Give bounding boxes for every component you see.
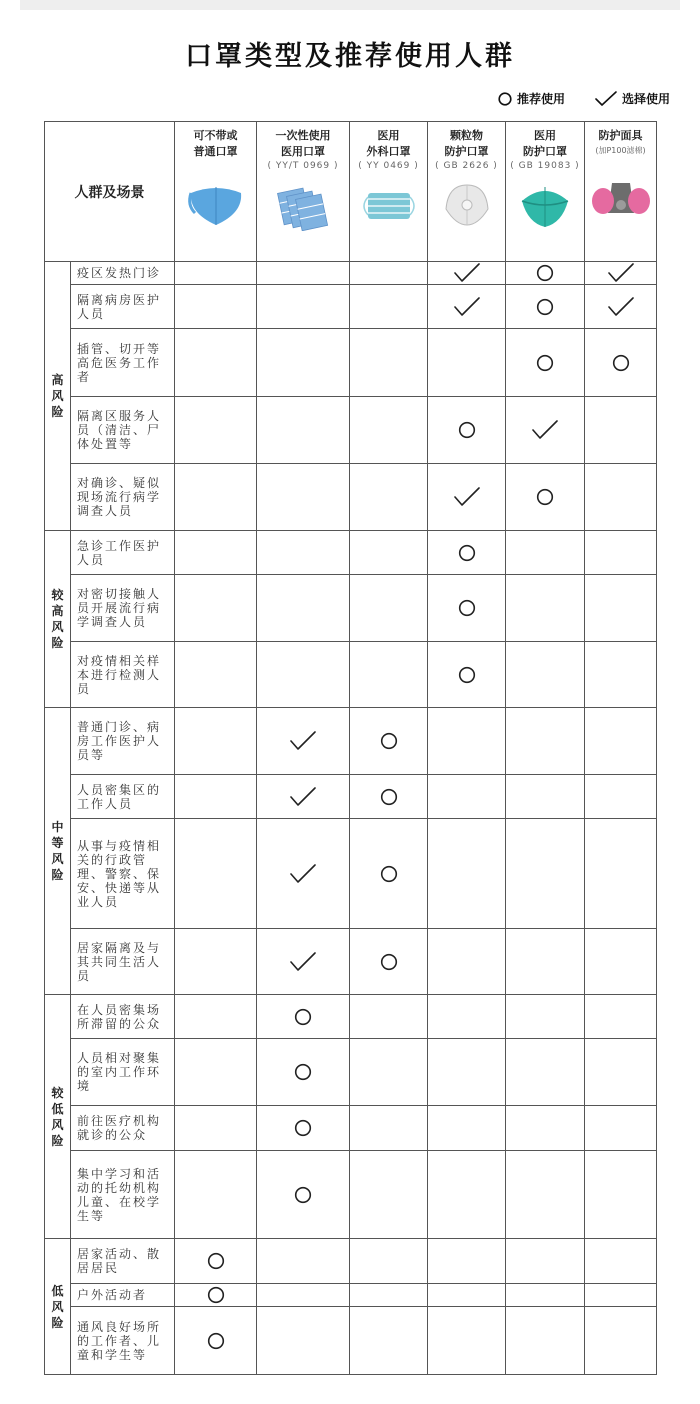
risk-level bbox=[45, 995, 71, 1239]
mark-cell bbox=[257, 1284, 350, 1307]
mark-cell bbox=[175, 819, 257, 929]
mark-cell bbox=[428, 775, 506, 819]
mark-cell bbox=[506, 531, 585, 575]
mark-cell bbox=[428, 708, 506, 775]
mark-cell bbox=[350, 285, 428, 329]
scene-label: 人员密集区的工作人员 bbox=[71, 775, 175, 819]
mark-cell bbox=[350, 329, 428, 397]
mark-cell bbox=[175, 1239, 257, 1284]
column-header bbox=[428, 122, 506, 262]
mark-cell bbox=[350, 1239, 428, 1284]
check-icon bbox=[454, 297, 480, 317]
mask-name-line: 可不带或 bbox=[193, 129, 238, 142]
mask-name-line: 颗粒物 bbox=[450, 129, 483, 142]
scene-label: 急诊工作医护人员 bbox=[71, 531, 175, 575]
mark-cell bbox=[350, 531, 428, 575]
mask-image bbox=[585, 173, 656, 229]
table-row bbox=[45, 1106, 657, 1151]
legend-recommended bbox=[498, 90, 565, 107]
scene-label: 隔离区服务人员（清洁、尸体处置等 bbox=[71, 397, 175, 464]
mark-cell bbox=[257, 329, 350, 397]
mark-cell bbox=[350, 1151, 428, 1239]
scene-label: 居家活动、散居居民 bbox=[71, 1239, 175, 1284]
mark-cell bbox=[350, 397, 428, 464]
table-row bbox=[45, 262, 657, 285]
legend bbox=[468, 90, 670, 107]
circle-icon bbox=[536, 488, 554, 506]
mark-cell bbox=[257, 397, 350, 464]
mark-cell bbox=[428, 531, 506, 575]
table-row bbox=[45, 1039, 657, 1106]
risk-level-label: 高风险 bbox=[51, 373, 64, 419]
surgical-mask-icon bbox=[358, 179, 420, 231]
mark-cell bbox=[428, 1106, 506, 1151]
mask-name-line: 医用 bbox=[377, 129, 400, 142]
mask-image bbox=[175, 179, 256, 235]
mark-cell bbox=[585, 1239, 657, 1284]
mark-cell bbox=[428, 642, 506, 708]
mask-standard: ( GB 19083 ) bbox=[510, 161, 580, 171]
risk-level bbox=[45, 262, 71, 531]
mark-cell bbox=[506, 1151, 585, 1239]
table-row bbox=[45, 464, 657, 531]
mark-cell bbox=[257, 1039, 350, 1106]
mark-cell bbox=[350, 708, 428, 775]
mark-cell bbox=[175, 464, 257, 531]
column-header bbox=[585, 122, 657, 262]
mark-cell bbox=[175, 575, 257, 642]
risk-level bbox=[45, 531, 71, 708]
mark-cell bbox=[350, 464, 428, 531]
check-icon bbox=[595, 91, 617, 107]
table-row bbox=[45, 1307, 657, 1375]
mask-standard: ( YY/T 0969 ) bbox=[267, 161, 339, 171]
mark-cell bbox=[257, 1151, 350, 1239]
mark-cell bbox=[350, 1307, 428, 1375]
risk-level bbox=[45, 1239, 71, 1375]
table-row bbox=[45, 1284, 657, 1307]
mask-name-line: 一次性使用 bbox=[275, 129, 331, 142]
page-title: 口罩类型及推荐使用人群 bbox=[185, 41, 515, 72]
mark-cell bbox=[585, 642, 657, 708]
mark-cell bbox=[506, 329, 585, 397]
mark-cell bbox=[585, 775, 657, 819]
mark-cell bbox=[428, 1039, 506, 1106]
mark-cell bbox=[350, 1039, 428, 1106]
mark-cell bbox=[257, 995, 350, 1039]
circle-icon bbox=[207, 1332, 225, 1350]
risk-level-label: 中等风险 bbox=[51, 820, 64, 882]
mark-cell bbox=[428, 1151, 506, 1239]
column-header bbox=[506, 122, 585, 262]
mark-cell bbox=[257, 642, 350, 708]
mark-cell bbox=[585, 1039, 657, 1106]
mask-standard: ( GB 2626 ) bbox=[435, 161, 498, 171]
scene-label: 对确诊、疑似现场流行病学调查人员 bbox=[71, 464, 175, 531]
circle-icon bbox=[612, 354, 630, 372]
mark-cell bbox=[585, 929, 657, 995]
mark-cell bbox=[585, 464, 657, 531]
mark-cell bbox=[350, 262, 428, 285]
check-icon bbox=[454, 263, 480, 283]
risk-level bbox=[45, 708, 71, 995]
mark-cell bbox=[585, 708, 657, 775]
table-row bbox=[45, 819, 657, 929]
circle-icon bbox=[380, 953, 398, 971]
table-row bbox=[45, 642, 657, 708]
mask-image bbox=[257, 179, 349, 235]
mark-cell bbox=[257, 775, 350, 819]
top-bar bbox=[20, 0, 680, 10]
mark-cell bbox=[257, 1239, 350, 1284]
mark-cell bbox=[428, 464, 506, 531]
mask-name-line: 防护面具 bbox=[598, 129, 643, 142]
table-body bbox=[45, 262, 657, 1375]
mask-name-line: 防护口罩 bbox=[444, 145, 489, 158]
column-header bbox=[257, 122, 350, 262]
check-icon bbox=[454, 487, 480, 507]
mark-cell bbox=[585, 1284, 657, 1307]
mark-cell bbox=[257, 708, 350, 775]
table-row bbox=[45, 397, 657, 464]
mark-cell bbox=[585, 531, 657, 575]
risk-level-label: 较高风险 bbox=[51, 588, 64, 650]
table-row bbox=[45, 329, 657, 397]
mark-cell bbox=[506, 642, 585, 708]
table-row bbox=[45, 775, 657, 819]
mark-cell bbox=[506, 1106, 585, 1151]
mask-image bbox=[350, 179, 427, 235]
scene-label: 居家隔离及与其共同生活人员 bbox=[71, 929, 175, 995]
mark-cell bbox=[257, 531, 350, 575]
mask-image bbox=[506, 179, 584, 235]
circle-icon bbox=[498, 92, 512, 106]
table-row bbox=[45, 995, 657, 1039]
mark-cell bbox=[350, 1106, 428, 1151]
mark-cell bbox=[506, 1239, 585, 1284]
mask-table bbox=[44, 121, 657, 1375]
circle-icon bbox=[294, 1119, 312, 1137]
mark-cell bbox=[428, 397, 506, 464]
mask-image bbox=[428, 179, 505, 235]
mark-cell bbox=[350, 575, 428, 642]
risk-level-label: 低风险 bbox=[51, 1283, 64, 1330]
mark-cell bbox=[506, 995, 585, 1039]
legend-optional-label: 选择使用 bbox=[621, 92, 670, 106]
table-row bbox=[45, 285, 657, 329]
check-icon bbox=[608, 297, 634, 317]
table-row bbox=[45, 1151, 657, 1239]
mark-cell bbox=[428, 929, 506, 995]
mark-cell bbox=[428, 1307, 506, 1375]
circle-icon bbox=[294, 1063, 312, 1081]
mark-cell bbox=[506, 708, 585, 775]
mark-cell bbox=[585, 1106, 657, 1151]
mark-cell bbox=[257, 464, 350, 531]
mark-cell bbox=[175, 1284, 257, 1307]
mark-cell bbox=[350, 819, 428, 929]
column-header bbox=[175, 122, 257, 262]
mark-cell bbox=[585, 819, 657, 929]
table-row bbox=[45, 1239, 657, 1284]
mark-cell bbox=[175, 1151, 257, 1239]
mark-cell bbox=[350, 775, 428, 819]
circle-icon bbox=[458, 544, 476, 562]
table-row bbox=[45, 531, 657, 575]
mask-standard: (加P100滤棉) bbox=[595, 146, 646, 155]
mark-cell bbox=[428, 819, 506, 929]
circle-icon bbox=[207, 1286, 225, 1304]
circle-icon bbox=[380, 865, 398, 883]
mark-cell bbox=[257, 929, 350, 995]
mark-cell bbox=[428, 1239, 506, 1284]
mark-cell bbox=[175, 397, 257, 464]
mask-name-line: 医用 bbox=[534, 129, 556, 142]
mark-cell bbox=[506, 1284, 585, 1307]
disposable-mask-pack-icon bbox=[272, 179, 334, 231]
mark-cell bbox=[175, 642, 257, 708]
scene-label: 普通门诊、病房工作医护人员等 bbox=[71, 708, 175, 775]
mark-cell bbox=[175, 531, 257, 575]
check-icon bbox=[290, 731, 316, 751]
scene-label: 在人员密集场所滞留的公众 bbox=[71, 995, 175, 1039]
mark-cell bbox=[175, 285, 257, 329]
mark-cell bbox=[506, 929, 585, 995]
mark-cell bbox=[506, 1307, 585, 1375]
mark-cell bbox=[585, 1307, 657, 1375]
scene-label: 集中学习和活动的托幼机构儿童、在校学生等 bbox=[71, 1151, 175, 1239]
table-row bbox=[45, 708, 657, 775]
cloth-mask-icon bbox=[185, 179, 247, 231]
circle-icon bbox=[294, 1008, 312, 1026]
mark-cell bbox=[506, 397, 585, 464]
scene-label: 户外活动者 bbox=[71, 1284, 175, 1307]
circle-icon bbox=[536, 354, 554, 372]
mark-cell bbox=[428, 995, 506, 1039]
mark-cell bbox=[350, 1284, 428, 1307]
legend-recommended-label: 推荐使用 bbox=[516, 92, 565, 106]
mark-cell bbox=[257, 1307, 350, 1375]
scene-label: 疫区发热门诊 bbox=[71, 262, 175, 285]
mark-cell bbox=[175, 329, 257, 397]
mark-cell bbox=[428, 329, 506, 397]
scene-label: 前往医疗机构就诊的公众 bbox=[71, 1106, 175, 1151]
circle-icon bbox=[294, 1186, 312, 1204]
mark-cell bbox=[585, 575, 657, 642]
mark-cell bbox=[506, 775, 585, 819]
check-icon bbox=[608, 263, 634, 283]
mark-cell bbox=[175, 1106, 257, 1151]
mask-standard: ( YY 0469 ) bbox=[358, 161, 419, 171]
mark-cell bbox=[175, 1039, 257, 1106]
table-row bbox=[45, 929, 657, 995]
mark-cell bbox=[585, 995, 657, 1039]
circle-icon bbox=[380, 788, 398, 806]
mark-cell bbox=[506, 464, 585, 531]
mark-cell bbox=[428, 1284, 506, 1307]
mark-cell bbox=[350, 995, 428, 1039]
mark-cell bbox=[350, 929, 428, 995]
scene-label: 对密切接触人员开展流行病学调查人员 bbox=[71, 575, 175, 642]
scene-label: 插管、切开等高危医务工作者 bbox=[71, 329, 175, 397]
check-icon bbox=[290, 864, 316, 884]
header-row bbox=[45, 122, 657, 262]
mark-cell bbox=[257, 1106, 350, 1151]
mark-cell bbox=[350, 642, 428, 708]
mark-cell bbox=[506, 285, 585, 329]
mark-cell bbox=[506, 262, 585, 285]
mark-cell bbox=[585, 262, 657, 285]
mark-cell bbox=[257, 262, 350, 285]
mark-cell bbox=[506, 575, 585, 642]
circle-icon bbox=[207, 1252, 225, 1270]
check-icon bbox=[290, 952, 316, 972]
circle-icon bbox=[380, 732, 398, 750]
check-icon bbox=[290, 787, 316, 807]
circle-icon bbox=[458, 599, 476, 617]
mark-cell bbox=[506, 819, 585, 929]
risk-level-label: 较低风险 bbox=[51, 1085, 64, 1148]
scene-header: 人群及场景 bbox=[45, 122, 175, 262]
mark-cell bbox=[585, 285, 657, 329]
gas-mask-icon bbox=[590, 173, 652, 225]
circle-icon bbox=[536, 264, 554, 282]
scene-label: 隔离病房医护人员 bbox=[71, 285, 175, 329]
mask-name-line: 外科口罩 bbox=[366, 145, 411, 158]
mark-cell bbox=[585, 1151, 657, 1239]
check-icon bbox=[532, 420, 558, 440]
circle-icon bbox=[458, 421, 476, 439]
mark-cell bbox=[428, 262, 506, 285]
column-header bbox=[350, 122, 428, 262]
mark-cell bbox=[428, 285, 506, 329]
legend-optional bbox=[595, 90, 670, 107]
table-row bbox=[45, 575, 657, 642]
circle-icon bbox=[458, 666, 476, 684]
mask-name-line: 医用口罩 bbox=[281, 145, 325, 158]
circle-icon bbox=[536, 298, 554, 316]
scene-label: 从事与疫情相关的行政管理、警察、保安、快递等从业人员 bbox=[71, 819, 175, 929]
mark-cell bbox=[175, 262, 257, 285]
medical-respirator-icon bbox=[514, 179, 576, 231]
mask-name-line: 普通口罩 bbox=[193, 145, 238, 158]
mark-cell bbox=[175, 995, 257, 1039]
mark-cell bbox=[257, 575, 350, 642]
mask-name-line: 防护口罩 bbox=[523, 145, 567, 158]
scene-label: 通风良好场所的工作者、儿童和学生等 bbox=[71, 1307, 175, 1375]
mark-cell bbox=[585, 397, 657, 464]
mark-cell bbox=[257, 285, 350, 329]
mark-cell bbox=[175, 929, 257, 995]
mark-cell bbox=[428, 575, 506, 642]
mark-cell bbox=[175, 775, 257, 819]
mark-cell bbox=[585, 329, 657, 397]
scene-label: 对疫情相关样本进行检测人员 bbox=[71, 642, 175, 708]
mark-cell bbox=[506, 1039, 585, 1106]
particulate-respirator-icon bbox=[436, 179, 498, 231]
mark-cell bbox=[257, 819, 350, 929]
scene-label: 人员相对聚集的室内工作环境 bbox=[71, 1039, 175, 1106]
mark-cell bbox=[175, 708, 257, 775]
mark-cell bbox=[175, 1307, 257, 1375]
